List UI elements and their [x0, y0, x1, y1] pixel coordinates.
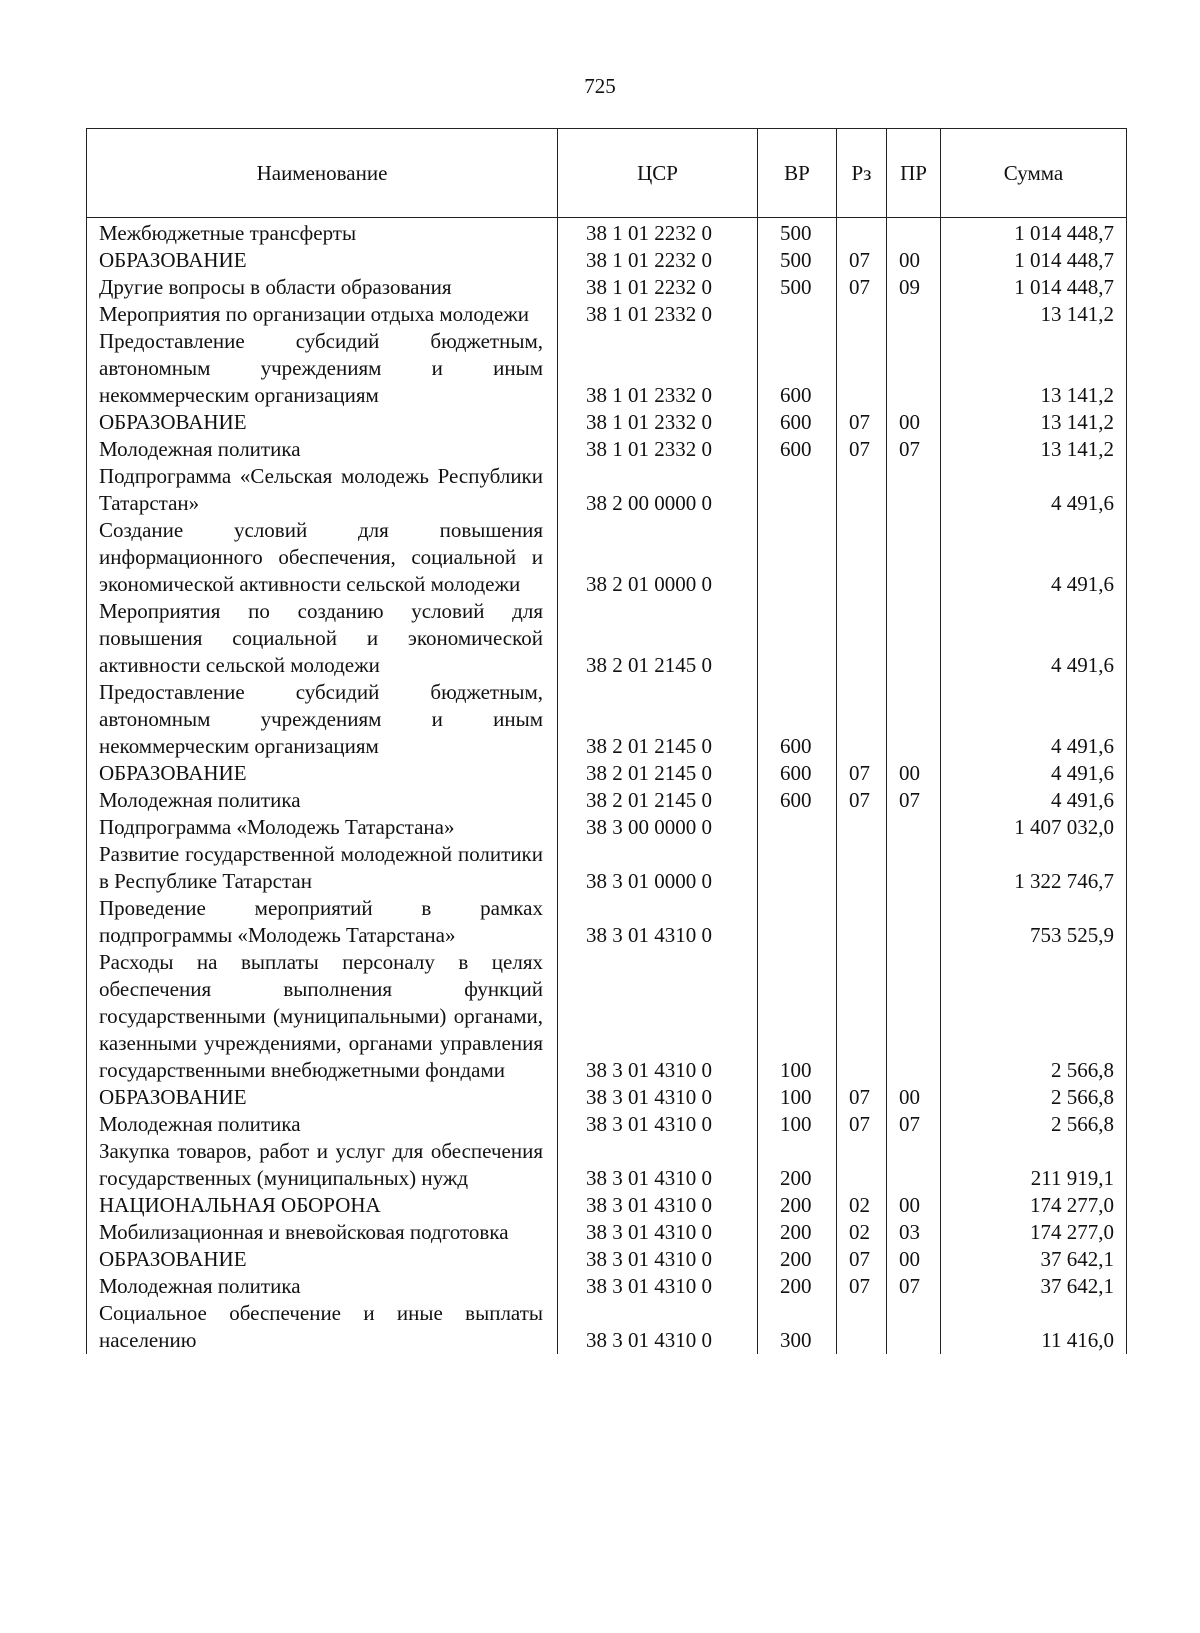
cell-rz	[837, 463, 887, 517]
cell-pr	[887, 949, 941, 1084]
cell-csr: 38 3 00 0000 0	[558, 814, 758, 841]
cell-csr: 38 3 01 4310 0	[558, 1246, 758, 1273]
cell-name: ОБРАЗОВАНИЕ	[87, 1246, 558, 1273]
cell-vr: 600	[758, 436, 837, 463]
cell-vr: 600	[758, 409, 837, 436]
cell-rz: 07	[837, 247, 887, 274]
table-row	[87, 517, 1127, 598]
cell-pr: 07	[887, 787, 941, 814]
table-row	[87, 247, 1127, 274]
cell-sum: 2 566,8	[941, 1111, 1127, 1138]
cell-name: Мобилизационная и вневойсковая подготовка	[87, 1219, 558, 1246]
cell-name: ОБРАЗОВАНИЕ	[87, 409, 558, 436]
cell-csr: 38 3 01 4310 0	[558, 1192, 758, 1219]
cell-vr: 600	[758, 760, 837, 787]
cell-pr: 00	[887, 1246, 941, 1273]
table-row	[87, 1192, 1127, 1219]
cell-sum: 4 491,6	[941, 598, 1127, 679]
cell-name: НАЦИОНАЛЬНАЯ ОБОРОНА	[87, 1192, 558, 1219]
header-sum: Сумма	[941, 129, 1127, 218]
cell-sum: 211 919,1	[941, 1138, 1127, 1192]
cell-name: ОБРАЗОВАНИЕ	[87, 247, 558, 274]
cell-csr: 38 3 01 4310 0	[558, 895, 758, 949]
cell-rz: 02	[837, 1219, 887, 1246]
table-row	[87, 895, 1127, 949]
cell-csr: 38 1 01 2332 0	[558, 328, 758, 409]
cell-pr	[887, 328, 941, 409]
cell-pr: 00	[887, 1084, 941, 1111]
cell-csr: 38 1 01 2332 0	[558, 436, 758, 463]
cell-rz	[837, 895, 887, 949]
cell-csr: 38 3 01 4310 0	[558, 1084, 758, 1111]
cell-vr: 300	[758, 1300, 837, 1354]
table-row	[87, 598, 1127, 679]
cell-sum: 174 277,0	[941, 1192, 1127, 1219]
header-vr: ВР	[758, 129, 837, 218]
cell-name: Молодежная политика	[87, 1273, 558, 1300]
table-row	[87, 1219, 1127, 1246]
cell-rz: 07	[837, 409, 887, 436]
cell-csr: 38 3 01 4310 0	[558, 1273, 758, 1300]
table-body	[87, 218, 1127, 1355]
cell-vr: 500	[758, 274, 837, 301]
table-row	[87, 436, 1127, 463]
cell-vr: 100	[758, 1111, 837, 1138]
cell-rz	[837, 328, 887, 409]
cell-sum: 753 525,9	[941, 895, 1127, 949]
cell-rz: 07	[837, 436, 887, 463]
table-row	[87, 1300, 1127, 1354]
cell-rz: 07	[837, 1084, 887, 1111]
cell-sum: 37 642,1	[941, 1273, 1127, 1300]
table-row	[87, 409, 1127, 436]
cell-name: Закупка товаров, работ и услуг для обеспечения государственных (муниципальных) нужд	[87, 1138, 558, 1192]
header-csr: ЦСР	[558, 129, 758, 218]
cell-vr: 600	[758, 787, 837, 814]
cell-name: ОБРАЗОВАНИЕ	[87, 760, 558, 787]
cell-pr	[887, 841, 941, 895]
cell-name: Межбюджетные трансферты	[87, 218, 558, 248]
cell-sum: 2 566,8	[941, 949, 1127, 1084]
header-pr: ПР	[887, 129, 941, 218]
table-row	[87, 1138, 1127, 1192]
cell-vr	[758, 895, 837, 949]
header-rz: Рз	[837, 129, 887, 218]
cell-name: Подпрограмма «Сельская молодежь Республики Татарстан»	[87, 463, 558, 517]
cell-vr	[758, 598, 837, 679]
cell-rz	[837, 218, 887, 248]
cell-vr: 600	[758, 328, 837, 409]
cell-pr	[887, 1300, 941, 1354]
cell-csr: 38 3 01 4310 0	[558, 949, 758, 1084]
table-row	[87, 1273, 1127, 1300]
page-number: 725	[584, 74, 616, 98]
table-row	[87, 949, 1127, 1084]
table-row	[87, 1111, 1127, 1138]
cell-pr: 07	[887, 436, 941, 463]
cell-sum: 2 566,8	[941, 1084, 1127, 1111]
cell-csr: 38 2 00 0000 0	[558, 463, 758, 517]
cell-rz: 07	[837, 1273, 887, 1300]
cell-pr	[887, 895, 941, 949]
cell-rz	[837, 1138, 887, 1192]
cell-name: Проведение мероприятий в рамках подпрограммы «Молодежь Татарстана»	[87, 895, 558, 949]
cell-csr: 38 2 01 2145 0	[558, 598, 758, 679]
cell-pr	[887, 679, 941, 760]
cell-pr: 07	[887, 1273, 941, 1300]
cell-rz: 07	[837, 1111, 887, 1138]
cell-vr: 500	[758, 247, 837, 274]
table-row	[87, 841, 1127, 895]
cell-rz	[837, 841, 887, 895]
cell-pr: 09	[887, 274, 941, 301]
cell-vr: 200	[758, 1246, 837, 1273]
cell-csr: 38 2 01 2145 0	[558, 760, 758, 787]
cell-pr: 00	[887, 247, 941, 274]
cell-sum: 1 014 448,7	[941, 247, 1127, 274]
cell-rz: 07	[837, 274, 887, 301]
table-row	[87, 301, 1127, 328]
cell-vr: 200	[758, 1192, 837, 1219]
table-row	[87, 679, 1127, 760]
cell-pr	[887, 598, 941, 679]
cell-rz	[837, 1300, 887, 1354]
cell-name: Мероприятия по организации отдыха молодежи	[87, 301, 558, 328]
table-row	[87, 787, 1127, 814]
cell-csr: 38 1 01 2232 0	[558, 274, 758, 301]
cell-name: Создание условий для повышения информационного обеспечения, социальной и экономической активности сельской молодежи	[87, 517, 558, 598]
cell-pr	[887, 1138, 941, 1192]
header-row	[87, 129, 1127, 218]
cell-sum: 174 277,0	[941, 1219, 1127, 1246]
cell-name: Предоставление субсидий бюджетным, автономным учреждениям и иным некоммерческим организациям	[87, 679, 558, 760]
cell-sum: 13 141,2	[941, 409, 1127, 436]
cell-vr	[758, 814, 837, 841]
cell-vr: 200	[758, 1138, 837, 1192]
cell-csr: 38 1 01 2332 0	[558, 409, 758, 436]
cell-csr: 38 2 01 2145 0	[558, 787, 758, 814]
cell-pr	[887, 814, 941, 841]
cell-pr	[887, 301, 941, 328]
cell-sum: 4 491,6	[941, 463, 1127, 517]
cell-rz: 07	[837, 1246, 887, 1273]
cell-name: Молодежная политика	[87, 436, 558, 463]
cell-sum: 1 322 746,7	[941, 841, 1127, 895]
cell-name: Социальное обеспечение и иные выплаты населению	[87, 1300, 558, 1354]
cell-csr: 38 3 01 4310 0	[558, 1111, 758, 1138]
table-row	[87, 218, 1127, 248]
cell-name: Расходы на выплаты персоналу в целях обеспечения выполнения функций государственными (муниципальными) органами, казенными учреждениями, органами управления государственными внебюджетными фондами	[87, 949, 558, 1084]
cell-rz: 07	[837, 760, 887, 787]
cell-sum: 1 014 448,7	[941, 274, 1127, 301]
cell-pr: 00	[887, 1192, 941, 1219]
cell-pr: 00	[887, 760, 941, 787]
cell-rz: 07	[837, 787, 887, 814]
cell-sum: 4 491,6	[941, 679, 1127, 760]
table-row	[87, 274, 1127, 301]
cell-rz	[837, 598, 887, 679]
cell-csr: 38 1 01 2232 0	[558, 247, 758, 274]
table-row	[87, 1246, 1127, 1273]
cell-pr: 03	[887, 1219, 941, 1246]
table-row	[87, 463, 1127, 517]
cell-name: Подпрограмма «Молодежь Татарстана»	[87, 814, 558, 841]
cell-pr	[887, 463, 941, 517]
cell-sum: 4 491,6	[941, 517, 1127, 598]
cell-csr: 38 3 01 4310 0	[558, 1138, 758, 1192]
cell-sum: 37 642,1	[941, 1246, 1127, 1273]
cell-sum: 13 141,2	[941, 436, 1127, 463]
cell-csr: 38 3 01 4310 0	[558, 1300, 758, 1354]
cell-vr: 100	[758, 1084, 837, 1111]
cell-pr: 07	[887, 1111, 941, 1138]
cell-csr: 38 2 01 2145 0	[558, 679, 758, 760]
cell-vr: 500	[758, 218, 837, 248]
cell-vr	[758, 841, 837, 895]
cell-pr: 00	[887, 409, 941, 436]
table-row	[87, 1084, 1127, 1111]
cell-csr: 38 2 01 0000 0	[558, 517, 758, 598]
cell-vr	[758, 517, 837, 598]
cell-sum: 1 014 448,7	[941, 218, 1127, 248]
cell-sum: 13 141,2	[941, 328, 1127, 409]
cell-sum: 4 491,6	[941, 787, 1127, 814]
table-row	[87, 814, 1127, 841]
cell-vr	[758, 301, 837, 328]
cell-rz: 02	[837, 1192, 887, 1219]
cell-sum: 4 491,6	[941, 760, 1127, 787]
cell-csr: 38 1 01 2232 0	[558, 218, 758, 248]
cell-csr: 38 1 01 2332 0	[558, 301, 758, 328]
cell-rz	[837, 949, 887, 1084]
cell-vr: 200	[758, 1219, 837, 1246]
cell-rz	[837, 301, 887, 328]
cell-vr: 600	[758, 679, 837, 760]
cell-pr	[887, 517, 941, 598]
cell-csr: 38 3 01 4310 0	[558, 1219, 758, 1246]
cell-sum: 11 416,0	[941, 1300, 1127, 1354]
cell-name: Молодежная политика	[87, 787, 558, 814]
cell-csr: 38 3 01 0000 0	[558, 841, 758, 895]
cell-name: Мероприятия по созданию условий для повышения социальной и экономической активности сельской молодежи	[87, 598, 558, 679]
budget-table	[86, 128, 1127, 1354]
cell-rz	[837, 517, 887, 598]
cell-sum: 13 141,2	[941, 301, 1127, 328]
cell-sum: 1 407 032,0	[941, 814, 1127, 841]
table-row	[87, 760, 1127, 787]
cell-name: ОБРАЗОВАНИЕ	[87, 1084, 558, 1111]
cell-vr: 100	[758, 949, 837, 1084]
cell-name: Развитие государственной молодежной политики в Республике Татарстан	[87, 841, 558, 895]
table-row	[87, 328, 1127, 409]
cell-rz	[837, 814, 887, 841]
cell-vr	[758, 463, 837, 517]
cell-name: Молодежная политика	[87, 1111, 558, 1138]
cell-rz	[837, 679, 887, 760]
header-name: Наименование	[87, 129, 558, 218]
cell-vr: 200	[758, 1273, 837, 1300]
cell-pr	[887, 218, 941, 248]
cell-name: Предоставление субсидий бюджетным, автономным учреждениям и иным некоммерческим организациям	[87, 328, 558, 409]
cell-name: Другие вопросы в области образования	[87, 274, 558, 301]
